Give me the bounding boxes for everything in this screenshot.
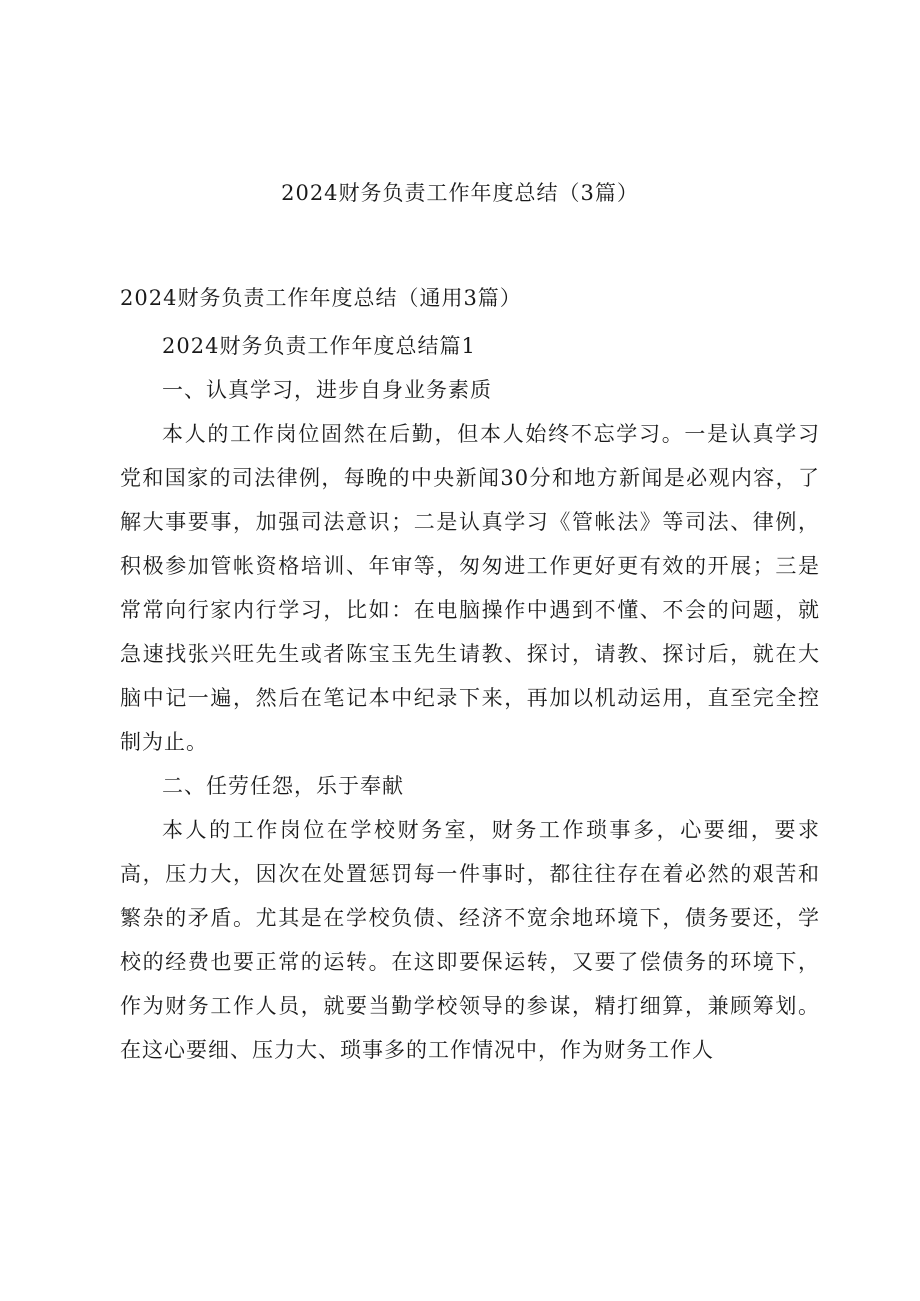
subsection-heading: 二、任劳任怨，乐于奉献 bbox=[162, 774, 404, 798]
body-paragraph: 本人的工作岗位固然在后勤，但本人始终不忘学习。一是认真学习党和国家的司法律例，每晚的中央新闻30分和地方新闻是必观内容，了解大事要事，加强司法意识；二是认真学习《管帐法》等司法、律例，积极参加管帐资格培训、年审等，匆匆进工作更好更有效的开展；三是常常向行家内行学习，比如：在电脑操作中遇到不懂、不会的问题，就急速找张兴旺先生或者陈宝玉先生请教、探讨，请教、探讨后，就在大脑中记一遍，然后在笔记本中纪录下来，再加以机动运用，直至完全控制为止。 bbox=[120, 422, 820, 754]
document-body bbox=[120, 324, 820, 1072]
document-subtitle: 2024财务负责工作年度总结（通用3篇） bbox=[120, 286, 522, 310]
body-paragraph: 本人的工作岗位在学校财务室，财务工作琐事多，心要细，要求高，压力大，因次在处置惩罚每一件事时，都往往存在着必然的艰苦和繁杂的矛盾。尤其是在学校负债、经济不宽余地环境下，债务要还，学校的经费也要正常的运转。在这即要保运转，又要了偿债务的环境下，作为财务工作人员，就要当勤学校领导的参谋，精打细算，兼顾筹划。在这心要细、压力大、琐事多的工作情况中，作为财务工作人 bbox=[120, 818, 820, 1062]
section-heading: 2024财务负责工作年度总结篇1 bbox=[162, 334, 476, 358]
subsection-heading: 一、认真学习，进步自身业务素质 bbox=[162, 378, 492, 402]
document-title: 2024财务负责工作年度总结（3篇） bbox=[281, 181, 639, 205]
